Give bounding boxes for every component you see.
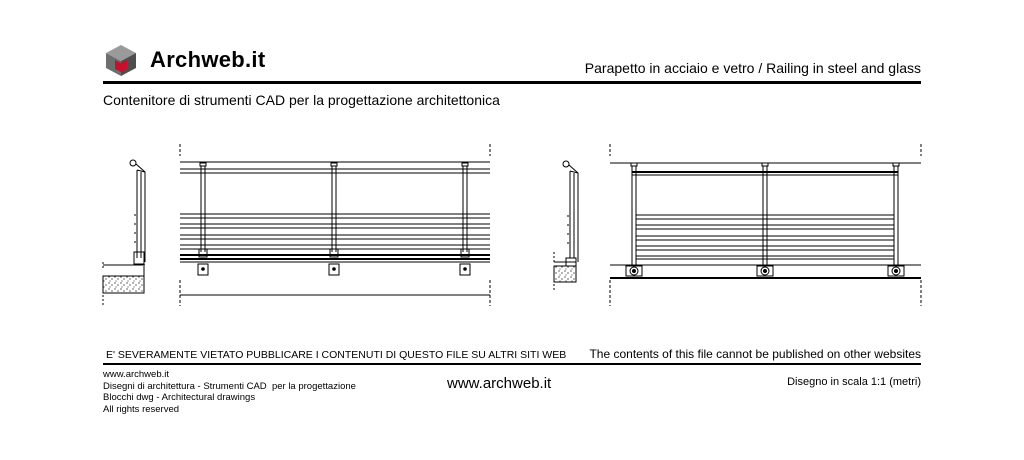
front-elevation-right [610,144,921,306]
notice-english: The contents of this file cannot be published on other websites [589,347,921,361]
brand-name: Archweb.it [150,47,266,72]
drawing-title: Parapetto in acciaio e vetro / Railing in steel and glass [584,60,921,76]
front-elevation-left [180,144,490,306]
footer-line: Blocchi dwg - Architectural drawings [103,392,256,403]
page-subtitle: Contenitore di strumenti CAD per la progettazione architettonica [103,92,500,108]
header-divider [103,81,921,84]
side-section-left [103,160,145,305]
archweb-logo-icon [106,45,136,76]
footer-line: All rights reserved [103,403,180,415]
notice-italian: E' SEVERAMENTE VIETATO PUBBLICARE I CONTENUTI DI QUESTO FILE SU ALTRI SITI WEB [106,349,567,361]
footer-url: www.archweb.it [447,375,552,392]
side-section-right [554,161,578,292]
footer-line: Disegni di architettura - Strumenti CAD per la progettazione [103,380,356,392]
drawing-scale: Disegno in scala 1:1 (metri) [787,376,921,388]
footer-divider [103,363,921,365]
footer-credits [103,369,356,415]
footer-line: www.archweb.it [103,369,169,380]
